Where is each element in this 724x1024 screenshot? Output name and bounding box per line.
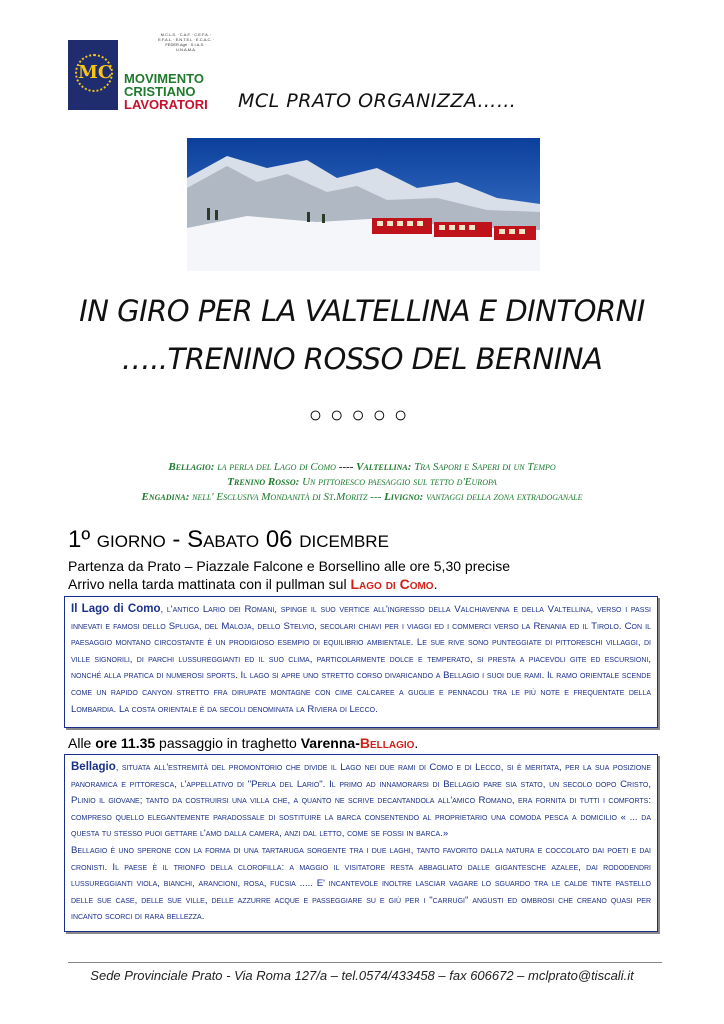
logo-wordmark: [124, 72, 208, 111]
box2-lead: Bellagio: [71, 761, 116, 773]
footer-divider: [68, 962, 662, 963]
subtitle-separator: ----: [335, 461, 357, 473]
valtellina-label: Valtellina:: [356, 461, 412, 473]
trenino-tagline: Un pittoresco paesaggio sul tetto d'Europa: [299, 476, 497, 488]
ferry-line: [68, 735, 418, 751]
logo-word-1: MOVIMENTO: [124, 71, 204, 86]
box1-text: , l'antico Lario dei Romani, spinge il suo vertice all'ingresso della Valchiavenna e della Valtellina, verso i passi innevati e famosi dello Spluga, del Maloja, dello Stelvio, secolari chiavi per i viaggi ed i commerci verso la Renania ed il Tirolo. Con il paesaggio montano circostante è un prodigioso esempio di equilibrio ambientale. Le sue rive sono punteggiate di pittoreschi villaggi, di ville signorili, di parchi lussureggianti ed il suo clima, particolarmente dolce e temperato, si presta a piacevoli gite ed escursioni, nonché alla pratica di numerosi sports. Il lago si apre uno stretto corso divaricando a Bellagio i suoi due rami. Il ramo orientale scende come un rapido canyon stretto fra dirupate montagne con cime calcaree a guglie e pennacoli tra le più note e frequentate della Lombardia. La costa orientale è da secoli denominata la Riviera di Lecco.: [71, 604, 651, 715]
logo-affiliates-text: M.C.L.S. · C.A.F. · C.E.F.A. · E.F.A.L. · E.N.T.E.L · E.C.A.C. · FEDER.Agri · S.I.A.S. · U.N.A.M.A.: [158, 32, 214, 52]
arrival-line: [68, 576, 437, 592]
main-title-line-1: IN GIRO PER LA VALTELLINA E DINTORNI: [79, 294, 645, 328]
ferry-pre: Alle: [68, 735, 96, 751]
organizer-heading: MCL PRATO ORGANIZZA……: [238, 90, 517, 112]
day-number: 1º: [68, 526, 91, 553]
subtitle-line-2: [0, 476, 724, 488]
trenino-label: Trenino Rosso:: [227, 476, 300, 488]
ferry-mid: passaggio in traghetto: [155, 735, 301, 751]
footer-contact: Sede Provinciale Prato - Via Roma 127/a – tel.0574/433458 – fax 606672 – mclprato@tiscali.it: [90, 968, 634, 983]
ferry-varenna: Varenna-: [300, 735, 360, 751]
day-word: giorno -: [90, 526, 188, 553]
engadina-label: Engadina:: [141, 491, 190, 503]
ferry-time: ore 11.35: [95, 735, 156, 751]
photo-illustration: [187, 138, 540, 271]
lago-di-como-info-box: [64, 596, 658, 728]
day-date: 06: [259, 526, 300, 553]
arrival-end: .: [433, 576, 438, 592]
bernina-train-photo: [187, 138, 540, 271]
box1-lead: Il Lago di Como: [71, 603, 161, 615]
bellagio-tagline: la perla del Lago di Como: [214, 461, 336, 473]
day-heading: [68, 526, 389, 554]
logo-word-2: CRISTIANO: [124, 84, 196, 99]
livigno-label: Livigno:: [381, 491, 424, 503]
livigno-tagline: vantaggi della zona extradoganale: [423, 491, 583, 503]
valtellina-tagline: Tra Sapori e Saperi di un Tempo: [411, 461, 556, 473]
day-month: dicembre: [299, 526, 389, 553]
day-weekday: Sabato: [187, 526, 260, 553]
arrival-text: Arrivo nella tarda mattinata con il pullman sul: [68, 576, 351, 592]
main-title-line-2: …..TRENINO ROSSO DEL BERNINA: [121, 342, 603, 376]
engadina-tagline: nell' Esclusiva Mondanità di St.Moritz ---: [189, 491, 382, 503]
ferry-bellagio: Bellagio: [359, 735, 415, 751]
subtitle-line-3: [0, 491, 724, 503]
mcl-logo: [68, 32, 218, 116]
logo-mark: MC: [78, 62, 113, 83]
logo-badge: [68, 40, 118, 110]
departure-line: Partenza da Prato – Piazzale Falcone e Borsellino alle ore 5,30 precise: [68, 558, 511, 574]
logo-word-3: LAVORATORI: [124, 97, 208, 112]
box2-text-2: Bellagio è uno sperone con la forma di una tartaruga sorgente tra i due laghi, tanto favorito dalla natura e coccolato dai poeti e dai cronisti. Il paese è il trionfo della clorofilla: a maggio il visitatore resta abbagliato dalle gigantesche azalee, dai rododendri lussureggianti viola, bianchi, arancioni, rosa, fucsia ..... E' incantevole inoltre lasciar vagare lo sguardo tra le calde tinte pastello delle sue case, delle sue ville, delle azzurre acque e passeggiare su e giù per i "carrugi" angusti ed ombrosi che creano quasi per incanto scorci di rara bellezza.: [71, 844, 651, 923]
lago-di-como-highlight: Lago di Como: [350, 576, 434, 592]
bellagio-label: Bellagio:: [168, 461, 215, 473]
box2-text: , situata all'estremità del promontorio che divide il Lago nei due rami di Como e di Lecco, si è meritata, per la sua posizione panoramica e pittoresca, l'appellativo di "Perla del Lario". Il primo ad innamorarsi di Bellagio pare sia stato, un secolo dopo Cristo, Plinio il giovane; tanto da costruirsi una villa che, a quanto ne scrive decantandola all'amico Romano, era fornita di tutti i comforts: compreso quello elegantemente paradossale di sostituire la barca consentendo al proprietario una comoda pesca a domicilio « ... da questa tu stesso puoi gettare l'amo dalla camera, anzi dal letto, come se fossi in barca.»: [71, 762, 651, 840]
bellagio-info-box: [64, 754, 658, 932]
ferry-post: .: [414, 735, 419, 751]
subtitle-line-1: [0, 461, 724, 473]
decorative-circles: ○○○○○: [308, 402, 416, 427]
